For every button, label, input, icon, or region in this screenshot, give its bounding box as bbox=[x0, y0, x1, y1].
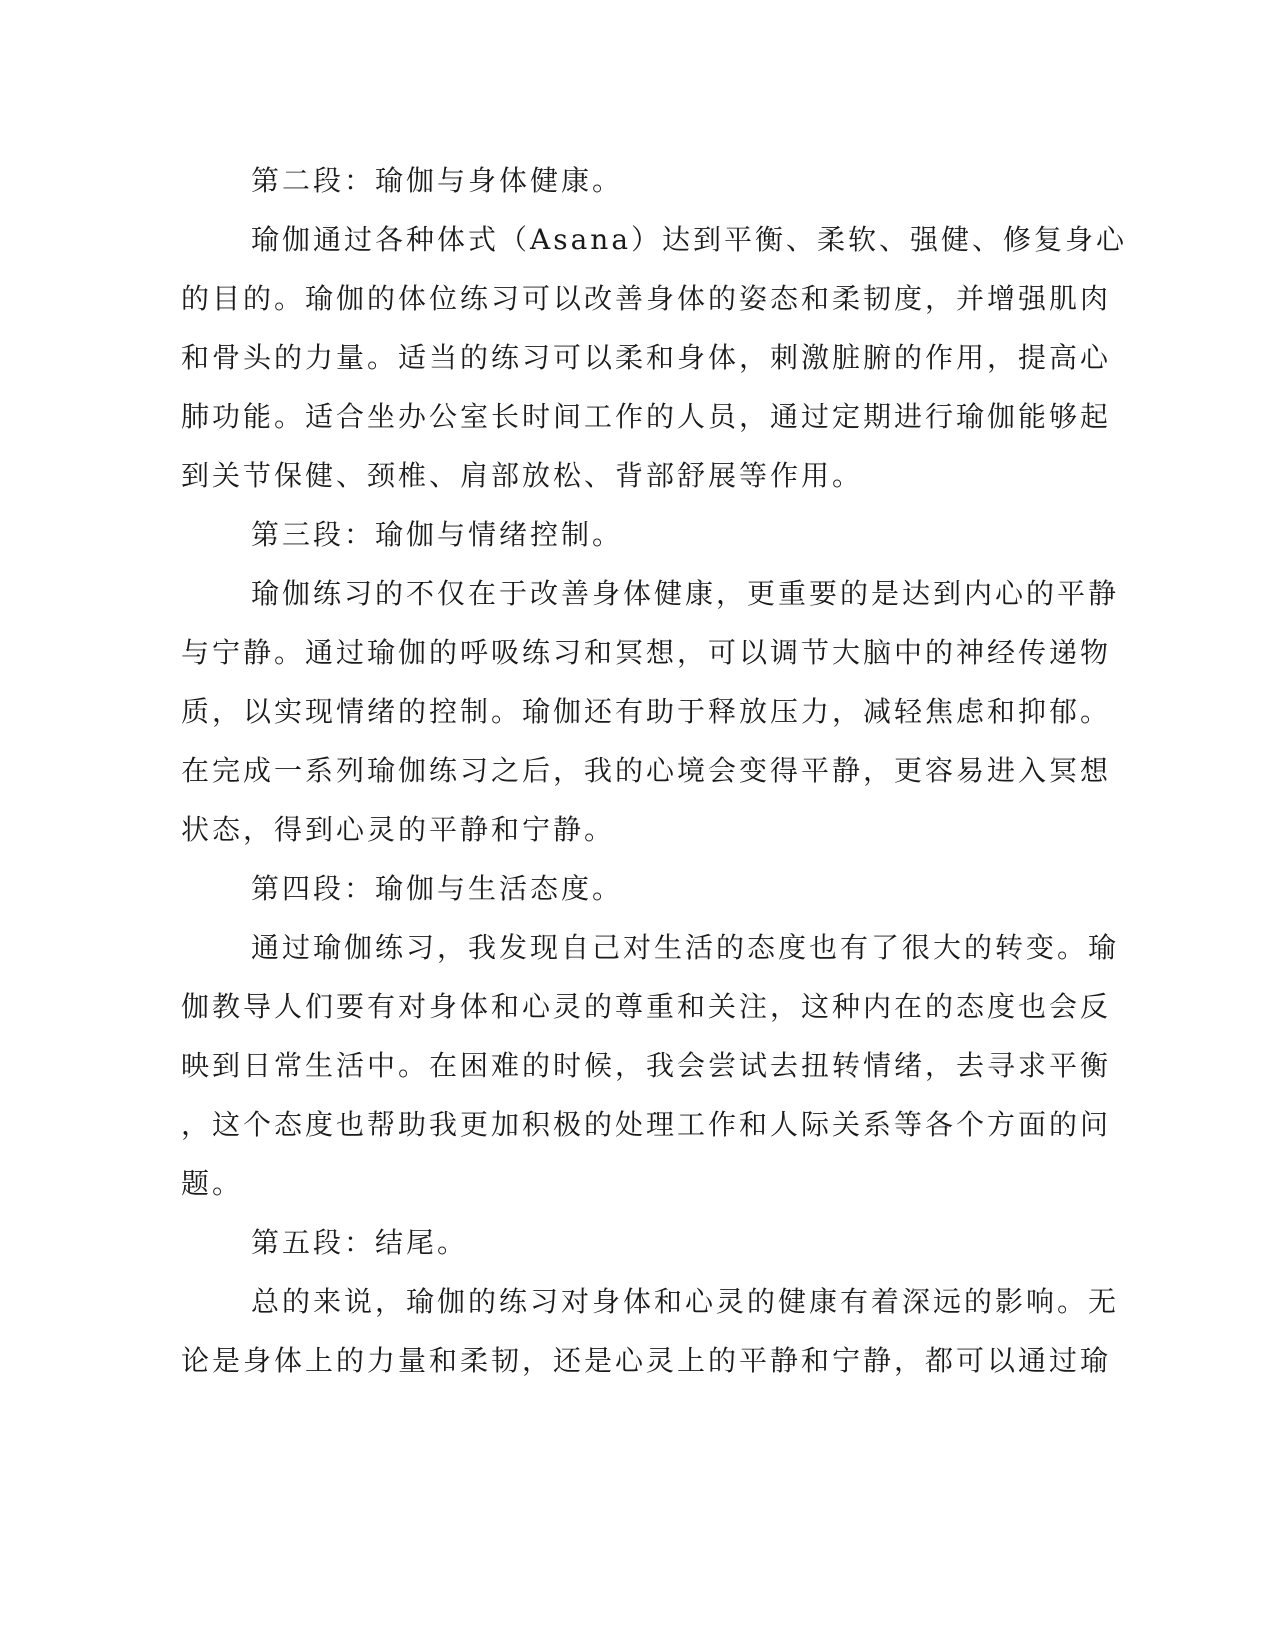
paragraph-first-line: 通过瑜伽练习，我发现自己对生活的态度也有了很大的转变。瑜 bbox=[251, 931, 1120, 964]
paragraph-line: 质，以实现情绪的控制。瑜伽还有助于释放压力，减轻焦虑和抑郁。 bbox=[181, 695, 1112, 728]
document-body bbox=[181, 158, 1128, 1397]
paragraph-line: 到关节保健、颈椎、肩部放松、背部舒展等作用。 bbox=[181, 459, 864, 492]
paragraph-line: 的目的。瑜伽的体位练习可以改善身体的姿态和柔韧度，并增强肌肉 bbox=[181, 282, 1112, 315]
paragraph-line: 状态，得到心灵的平静和宁静。 bbox=[181, 813, 616, 846]
paragraph-first-line: 第二段：瑜伽与身体健康。 bbox=[251, 164, 624, 197]
paragraph-line: 映到日常生活中。在困难的时候，我会尝试去扭转情绪，去寻求平衡 bbox=[181, 1049, 1112, 1082]
paragraph-first-line: 瑜伽练习的不仅在于改善身体健康，更重要的是达到内心的平静 bbox=[251, 577, 1120, 610]
paragraph-line: 与宁静。通过瑜伽的呼吸练习和冥想，可以调节大脑中的神经传递物 bbox=[181, 636, 1112, 669]
paragraph-line: ，这个态度也帮助我更加积极的处理工作和人际关系等各个方面的问 bbox=[181, 1108, 1112, 1141]
paragraph-line: 和骨头的力量。适当的练习可以柔和身体，刺激脏腑的作用，提高心 bbox=[181, 341, 1112, 374]
paragraph-line: 在完成一系列瑜伽练习之后，我的心境会变得平静，更容易进入冥想 bbox=[181, 754, 1112, 787]
paragraph-first-line: 瑜伽通过各种体式（Asana）达到平衡、柔软、强健、修复身心 bbox=[251, 223, 1128, 256]
paragraph-first-line: 总的来说，瑜伽的练习对身体和心灵的健康有着深远的影响。无 bbox=[251, 1285, 1120, 1318]
paragraph-first-line: 第四段：瑜伽与生活态度。 bbox=[251, 872, 624, 905]
paragraph-line: 肺功能。适合坐办公室长时间工作的人员，通过定期进行瑜伽能够起 bbox=[181, 400, 1112, 433]
paragraph-first-line: 第三段：瑜伽与情绪控制。 bbox=[251, 518, 624, 551]
paragraph-line: 论是身体上的力量和柔韧，还是心灵上的平静和宁静，都可以通过瑜 bbox=[181, 1344, 1112, 1377]
paragraph-line: 伽教导人们要有对身体和心灵的尊重和关注，这种内在的态度也会反 bbox=[181, 990, 1112, 1023]
paragraph-first-line: 第五段：结尾。 bbox=[251, 1226, 469, 1259]
paragraph-line: 题。 bbox=[181, 1167, 244, 1200]
